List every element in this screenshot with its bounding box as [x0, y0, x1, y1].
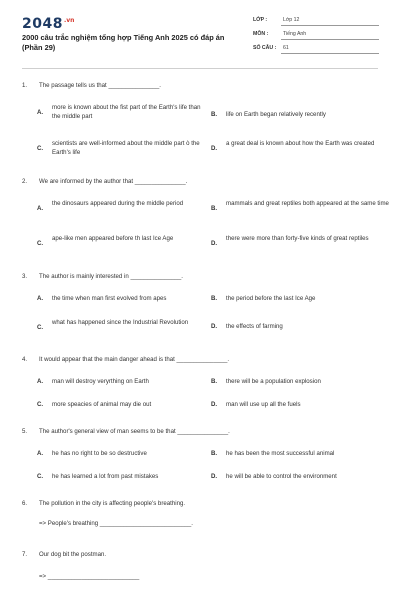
document-title: 2000 câu trắc nghiệm tổng hợp Tiếng Anh 2025 có đáp án (Phần 29) — [22, 33, 225, 52]
document-header: $2048^{.vn}$ 2000 câu trắc nghiệm tổng hợp Tiếng Anh 2025 có đáp án (Phần 29) LỚP : Lớp 12 MÔN : Tiếng Anh SỐ CÂU : 61 — [0, 0, 400, 62]
header-divider — [22, 68, 378, 69]
site-logo[interactable]: $2048^{.vn}$ — [22, 16, 75, 32]
